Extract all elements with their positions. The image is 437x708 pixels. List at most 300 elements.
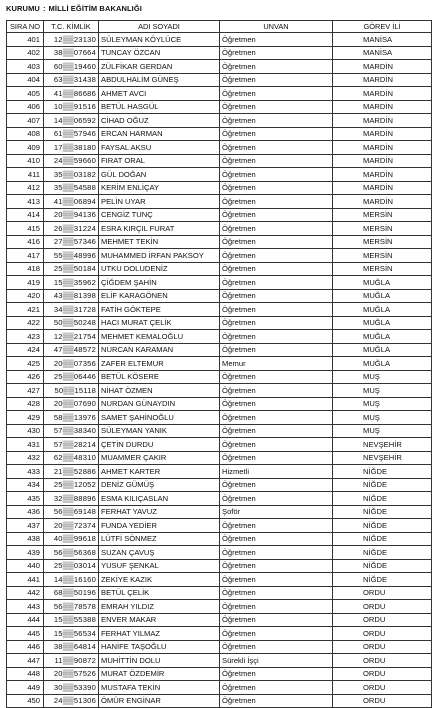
sira-no-cell: 445 [7, 627, 44, 641]
unvan-cell: Şoför [220, 505, 333, 519]
adi-soyadi-cell: ESMA KILIÇASLAN [99, 492, 220, 506]
sira-no-cell: 418 [7, 262, 44, 276]
sira-no-cell: 425 [7, 357, 44, 371]
unvan-cell: Öğretmen [220, 222, 333, 236]
gorev-ili-cell: ORDU [333, 600, 432, 614]
table-row [7, 100, 432, 114]
sira-no-cell: 408 [7, 127, 44, 141]
sira-no-cell: 427 [7, 384, 44, 398]
adi-soyadi-cell: HANİFE TAŞOĞLU [99, 640, 220, 654]
tc-kimlik-cell: 24▒▒51306 [44, 694, 99, 708]
adi-soyadi-cell: ABDULHALİM GÜNEŞ [99, 73, 220, 87]
tc-kimlik-cell: 60▒▒19460 [44, 60, 99, 74]
gorev-ili-cell: ORDU [333, 613, 432, 627]
adi-soyadi-cell: DENİZ GÜMÜŞ [99, 478, 220, 492]
sira-no-cell: 448 [7, 667, 44, 681]
adi-soyadi-cell: MUHAMMED İRFAN PAKSOY [99, 249, 220, 263]
tc-kimlik-cell: 12▒▒23130 [44, 33, 99, 47]
column-header-sira-no: SIRA NO [7, 21, 44, 33]
institution-heading [6, 4, 142, 13]
unvan-cell: Öğretmen [220, 478, 333, 492]
gorev-ili-cell: ORDU [333, 681, 432, 695]
unvan-cell: Öğretmen [220, 33, 333, 47]
gorev-ili-cell: MERSİN [333, 222, 432, 236]
adi-soyadi-cell: TUNCAY ÖZCAN [99, 46, 220, 60]
table-row [7, 640, 432, 654]
gorev-ili-cell: NİĞDE [333, 559, 432, 573]
tc-kimlik-cell: 30▒▒53390 [44, 681, 99, 695]
gorev-ili-cell: MANİSA [333, 33, 432, 47]
unvan-cell: Öğretmen [220, 492, 333, 506]
tc-kimlik-cell: 25▒▒12052 [44, 478, 99, 492]
unvan-cell: Öğretmen [220, 249, 333, 263]
tc-kimlik-cell: 25▒▒50184 [44, 262, 99, 276]
gorev-ili-cell: MARDİN [333, 154, 432, 168]
gorev-ili-cell: MUĞLA [333, 303, 432, 317]
sira-no-cell: 447 [7, 654, 44, 668]
adi-soyadi-cell: MUSTAFA TEKİN [99, 681, 220, 695]
gorev-ili-cell: MERSİN [333, 235, 432, 249]
table-row [7, 208, 432, 222]
table-row [7, 357, 432, 371]
unvan-cell: Öğretmen [220, 640, 333, 654]
adi-soyadi-cell: CİHAD OĞUZ [99, 114, 220, 128]
gorev-ili-cell: NEVŞEHİR [333, 438, 432, 452]
adi-soyadi-cell: FUNDA YEDİER [99, 519, 220, 533]
tc-kimlik-cell: 43▒▒81398 [44, 289, 99, 303]
tc-kimlik-cell: 38▒▒07664 [44, 46, 99, 60]
table-row [7, 505, 432, 519]
table-row [7, 559, 432, 573]
gorev-ili-cell: MUŞ [333, 411, 432, 425]
tc-kimlik-cell: 35▒▒03182 [44, 168, 99, 182]
column-header-adi-soyadi: ADI SOYADI [99, 21, 220, 33]
table-row [7, 87, 432, 101]
unvan-cell: Öğretmen [220, 114, 333, 128]
table-row [7, 249, 432, 263]
sira-no-cell: 437 [7, 519, 44, 533]
table-row [7, 573, 432, 587]
sira-no-cell: 441 [7, 573, 44, 587]
table-row [7, 289, 432, 303]
tc-kimlik-cell: 47▒▒48572 [44, 343, 99, 357]
sira-no-cell: 446 [7, 640, 44, 654]
unvan-cell: Öğretmen [220, 559, 333, 573]
adi-soyadi-cell: BETÜL ÇELİK [99, 586, 220, 600]
unvan-cell: Öğretmen [220, 87, 333, 101]
adi-soyadi-cell: KERİM ENLİÇAY [99, 181, 220, 195]
unvan-cell: Sürekli İşçi [220, 654, 333, 668]
unvan-cell: Öğretmen [220, 532, 333, 546]
adi-soyadi-cell: ZEKİYE KAZIK [99, 573, 220, 587]
tc-kimlik-cell: 50▒▒15118 [44, 384, 99, 398]
tc-kimlik-cell: 68▒▒50196 [44, 586, 99, 600]
unvan-cell: Öğretmen [220, 694, 333, 708]
table-row [7, 384, 432, 398]
table-body [7, 33, 432, 708]
unvan-cell: Öğretmen [220, 370, 333, 384]
table-row [7, 168, 432, 182]
sira-no-cell: 419 [7, 276, 44, 290]
sira-no-cell: 401 [7, 33, 44, 47]
gorev-ili-cell: MUŞ [333, 424, 432, 438]
adi-soyadi-cell: LÜTFİ SÖNMEZ [99, 532, 220, 546]
unvan-cell: Öğretmen [220, 438, 333, 452]
gorev-ili-cell: MARDİN [333, 60, 432, 74]
sira-no-cell: 432 [7, 451, 44, 465]
tc-kimlik-cell: 56▒▒78578 [44, 600, 99, 614]
sira-no-cell: 433 [7, 465, 44, 479]
gorev-ili-cell: NİĞDE [333, 573, 432, 587]
adi-soyadi-cell: MEHMET KEMALOĞLU [99, 330, 220, 344]
unvan-cell: Öğretmen [220, 451, 333, 465]
tc-kimlik-cell: 56▒▒56368 [44, 546, 99, 560]
adi-soyadi-cell: HACI MURAT ÇELİK [99, 316, 220, 330]
sira-no-cell: 412 [7, 181, 44, 195]
sira-no-cell: 403 [7, 60, 44, 74]
tc-kimlik-cell: 34▒▒31728 [44, 303, 99, 317]
sira-no-cell: 402 [7, 46, 44, 60]
table-row [7, 465, 432, 479]
unvan-cell: Öğretmen [220, 303, 333, 317]
table-row [7, 627, 432, 641]
gorev-ili-cell: MUŞ [333, 384, 432, 398]
sira-no-cell: 423 [7, 330, 44, 344]
unvan-cell: Öğretmen [220, 235, 333, 249]
gorev-ili-cell: NİĞDE [333, 492, 432, 506]
sira-no-cell: 421 [7, 303, 44, 317]
sira-no-cell: 443 [7, 600, 44, 614]
adi-soyadi-cell: SÜLEYMAN KÖYLÜCE [99, 33, 220, 47]
personnel-table [6, 20, 432, 708]
unvan-cell: Öğretmen [220, 46, 333, 60]
unvan-cell: Öğretmen [220, 208, 333, 222]
table-row [7, 316, 432, 330]
unvan-cell: Öğretmen [220, 586, 333, 600]
adi-soyadi-cell: ÖMÜR ENGİNAR [99, 694, 220, 708]
table-header-row [7, 21, 432, 33]
table-row [7, 330, 432, 344]
gorev-ili-cell: NİĞDE [333, 465, 432, 479]
tc-kimlik-cell: 63▒▒31438 [44, 73, 99, 87]
sira-no-cell: 440 [7, 559, 44, 573]
unvan-cell: Öğretmen [220, 60, 333, 74]
table-row [7, 370, 432, 384]
sira-no-cell: 439 [7, 546, 44, 560]
tc-kimlik-cell: 20▒▒07690 [44, 397, 99, 411]
unvan-cell: Öğretmen [220, 73, 333, 87]
unvan-cell: Öğretmen [220, 424, 333, 438]
table-row [7, 73, 432, 87]
gorev-ili-cell: MUŞ [333, 397, 432, 411]
unvan-cell: Öğretmen [220, 600, 333, 614]
sira-no-cell: 406 [7, 100, 44, 114]
sira-no-cell: 407 [7, 114, 44, 128]
sira-no-cell: 409 [7, 141, 44, 155]
table-header [7, 21, 432, 33]
tc-kimlik-cell: 41▒▒06894 [44, 195, 99, 209]
table-row [7, 181, 432, 195]
tc-kimlik-cell: 27▒▒57346 [44, 235, 99, 249]
sira-no-cell: 410 [7, 154, 44, 168]
table-row [7, 276, 432, 290]
sira-no-cell: 438 [7, 532, 44, 546]
sira-no-cell: 411 [7, 168, 44, 182]
unvan-cell: Öğretmen [220, 316, 333, 330]
table-row [7, 235, 432, 249]
adi-soyadi-cell: CENGİZ TUNÇ [99, 208, 220, 222]
tc-kimlik-cell: 40▒▒99618 [44, 532, 99, 546]
gorev-ili-cell: NİĞDE [333, 478, 432, 492]
gorev-ili-cell: MARDİN [333, 73, 432, 87]
adi-soyadi-cell: BETÜL KÖSERE [99, 370, 220, 384]
tc-kimlik-cell: 20▒▒57526 [44, 667, 99, 681]
sira-no-cell: 442 [7, 586, 44, 600]
gorev-ili-cell: NİĞDE [333, 519, 432, 533]
unvan-cell: Hizmetli [220, 465, 333, 479]
gorev-ili-cell: MARDİN [333, 114, 432, 128]
tc-kimlik-cell: 57▒▒28214 [44, 438, 99, 452]
column-header-gorev-ili: GÖREV İLİ [333, 21, 432, 33]
adi-soyadi-cell: NURCAN KARAMAN [99, 343, 220, 357]
gorev-ili-cell: MUĞLA [333, 289, 432, 303]
unvan-cell: Öğretmen [220, 397, 333, 411]
sira-no-cell: 416 [7, 235, 44, 249]
adi-soyadi-cell: SAMET ŞAHİNOĞLU [99, 411, 220, 425]
table-row [7, 546, 432, 560]
table-row [7, 438, 432, 452]
adi-soyadi-cell: AHMET AVCI [99, 87, 220, 101]
tc-kimlik-cell: 32▒▒88896 [44, 492, 99, 506]
adi-soyadi-cell: MEHMET TEKİN [99, 235, 220, 249]
tc-kimlik-cell: 21▒▒52886 [44, 465, 99, 479]
adi-soyadi-cell: NİHAT ÖZMEN [99, 384, 220, 398]
sira-no-cell: 430 [7, 424, 44, 438]
sira-no-cell: 444 [7, 613, 44, 627]
gorev-ili-cell: NİĞDE [333, 546, 432, 560]
unvan-cell: Öğretmen [220, 127, 333, 141]
table-row [7, 694, 432, 708]
adi-soyadi-cell: FERHAT YAVUZ [99, 505, 220, 519]
adi-soyadi-cell: EMRAH YILDIZ [99, 600, 220, 614]
unvan-cell: Memur [220, 357, 333, 371]
table-row [7, 451, 432, 465]
table-row [7, 586, 432, 600]
table-row [7, 424, 432, 438]
adi-soyadi-cell: BETÜL HASGÜL [99, 100, 220, 114]
table-row [7, 303, 432, 317]
table-row [7, 154, 432, 168]
tc-kimlik-cell: 11▒▒90872 [44, 654, 99, 668]
gorev-ili-cell: MARDİN [333, 100, 432, 114]
column-header-unvan: UNVAN [220, 21, 333, 33]
unvan-cell: Öğretmen [220, 168, 333, 182]
sira-no-cell: 450 [7, 694, 44, 708]
table-row [7, 397, 432, 411]
gorev-ili-cell: MUĞLA [333, 276, 432, 290]
tc-kimlik-cell: 50▒▒50248 [44, 316, 99, 330]
adi-soyadi-cell: FATİH GÖKTEPE [99, 303, 220, 317]
gorev-ili-cell: MARDİN [333, 87, 432, 101]
gorev-ili-cell: MUĞLA [333, 357, 432, 371]
tc-kimlik-cell: 15▒▒55388 [44, 613, 99, 627]
sira-no-cell: 415 [7, 222, 44, 236]
tc-kimlik-cell: 25▒▒03014 [44, 559, 99, 573]
table-row [7, 33, 432, 47]
gorev-ili-cell: NİĞDE [333, 532, 432, 546]
table-row [7, 46, 432, 60]
table-row [7, 114, 432, 128]
unvan-cell: Öğretmen [220, 343, 333, 357]
table-row [7, 492, 432, 506]
table-row [7, 262, 432, 276]
adi-soyadi-cell: MUHİTTİN DOLU [99, 654, 220, 668]
column-header-tc-kimlik: T.C. KİMLİK [44, 21, 99, 33]
gorev-ili-cell: ORDU [333, 654, 432, 668]
sira-no-cell: 449 [7, 681, 44, 695]
tc-kimlik-cell: 15▒▒35962 [44, 276, 99, 290]
sira-no-cell: 424 [7, 343, 44, 357]
adi-soyadi-cell: ENVER MAKAR [99, 613, 220, 627]
sira-no-cell: 417 [7, 249, 44, 263]
table-row [7, 411, 432, 425]
gorev-ili-cell: MUĞLA [333, 316, 432, 330]
adi-soyadi-cell: FIRAT ORAL [99, 154, 220, 168]
unvan-cell: Öğretmen [220, 384, 333, 398]
gorev-ili-cell: MUĞLA [333, 330, 432, 344]
sira-no-cell: 404 [7, 73, 44, 87]
adi-soyadi-cell: AHMET KARTER [99, 465, 220, 479]
institution-label: KURUMU [6, 4, 40, 13]
unvan-cell: Öğretmen [220, 154, 333, 168]
gorev-ili-cell: MARDİN [333, 195, 432, 209]
adi-soyadi-cell: SÜLEYMAN YANIK [99, 424, 220, 438]
tc-kimlik-cell: 15▒▒56534 [44, 627, 99, 641]
unvan-cell: Öğretmen [220, 195, 333, 209]
gorev-ili-cell: NEVŞEHİR [333, 451, 432, 465]
adi-soyadi-cell: PELİN UYAR [99, 195, 220, 209]
gorev-ili-cell: ORDU [333, 667, 432, 681]
adi-soyadi-cell: ERCAN HARMAN [99, 127, 220, 141]
gorev-ili-cell: MARDİN [333, 168, 432, 182]
adi-soyadi-cell: ZÜLFİKAR GERDAN [99, 60, 220, 74]
adi-soyadi-cell: GÜL DOĞAN [99, 168, 220, 182]
gorev-ili-cell: MUŞ [333, 370, 432, 384]
sira-no-cell: 420 [7, 289, 44, 303]
tc-kimlik-cell: 10▒▒91516 [44, 100, 99, 114]
sira-no-cell: 428 [7, 397, 44, 411]
tc-kimlik-cell: 20▒▒72374 [44, 519, 99, 533]
adi-soyadi-cell: ÇETİN DURDU [99, 438, 220, 452]
gorev-ili-cell: ORDU [333, 640, 432, 654]
gorev-ili-cell: MANİSA [333, 46, 432, 60]
adi-soyadi-cell: NURDAN GÜNAYDIN [99, 397, 220, 411]
tc-kimlik-cell: 12▒▒21754 [44, 330, 99, 344]
tc-kimlik-cell: 14▒▒06592 [44, 114, 99, 128]
table-row [7, 532, 432, 546]
table-row [7, 141, 432, 155]
sira-no-cell: 429 [7, 411, 44, 425]
adi-soyadi-cell: ZAFER ELTEMUR [99, 357, 220, 371]
adi-soyadi-cell: FERHAT YILMAZ [99, 627, 220, 641]
tc-kimlik-cell: 35▒▒54588 [44, 181, 99, 195]
unvan-cell: Öğretmen [220, 100, 333, 114]
table-row [7, 681, 432, 695]
table-row [7, 654, 432, 668]
sira-no-cell: 422 [7, 316, 44, 330]
adi-soyadi-cell: UTKU DOLUDENİZ [99, 262, 220, 276]
unvan-cell: Öğretmen [220, 411, 333, 425]
adi-soyadi-cell: FAYSAL AKSU [99, 141, 220, 155]
unvan-cell: Öğretmen [220, 262, 333, 276]
gorev-ili-cell: MARDİN [333, 141, 432, 155]
tc-kimlik-cell: 56▒▒69148 [44, 505, 99, 519]
table-row [7, 222, 432, 236]
tc-kimlik-cell: 26▒▒31224 [44, 222, 99, 236]
tc-kimlik-cell: 38▒▒64814 [44, 640, 99, 654]
gorev-ili-cell: ORDU [333, 586, 432, 600]
unvan-cell: Öğretmen [220, 681, 333, 695]
tc-kimlik-cell: 24▒▒59660 [44, 154, 99, 168]
tc-kimlik-cell: 58▒▒13976 [44, 411, 99, 425]
table-row [7, 600, 432, 614]
tc-kimlik-cell: 17▒▒38180 [44, 141, 99, 155]
gorev-ili-cell: NİĞDE [333, 505, 432, 519]
sira-no-cell: 414 [7, 208, 44, 222]
table-row [7, 60, 432, 74]
table-row [7, 127, 432, 141]
adi-soyadi-cell: YUSUF ŞENKAL [99, 559, 220, 573]
tc-kimlik-cell: 41▒▒86686 [44, 87, 99, 101]
table-row [7, 195, 432, 209]
unvan-cell: Öğretmen [220, 627, 333, 641]
unvan-cell: Öğretmen [220, 546, 333, 560]
institution-name: MİLLİ EĞİTİM BAKANLIĞI [48, 4, 142, 13]
adi-soyadi-cell: ÇİĞDEM ŞAHİN [99, 276, 220, 290]
table-row [7, 613, 432, 627]
tc-kimlik-cell: 20▒▒94136 [44, 208, 99, 222]
adi-soyadi-cell: MURAT ÖZDEMİR [99, 667, 220, 681]
unvan-cell: Öğretmen [220, 289, 333, 303]
unvan-cell: Öğretmen [220, 181, 333, 195]
gorev-ili-cell: MARDİN [333, 181, 432, 195]
tc-kimlik-cell: 57▒▒38340 [44, 424, 99, 438]
sira-no-cell: 413 [7, 195, 44, 209]
adi-soyadi-cell: MUAMMER ÇAKIR [99, 451, 220, 465]
tc-kimlik-cell: 61▒▒57946 [44, 127, 99, 141]
tc-kimlik-cell: 55▒▒48996 [44, 249, 99, 263]
table-row [7, 343, 432, 357]
unvan-cell: Öğretmen [220, 519, 333, 533]
unvan-cell: Öğretmen [220, 276, 333, 290]
table-row [7, 519, 432, 533]
sira-no-cell: 405 [7, 87, 44, 101]
gorev-ili-cell: MERSİN [333, 249, 432, 263]
unvan-cell: Öğretmen [220, 667, 333, 681]
gorev-ili-cell: MERSİN [333, 208, 432, 222]
table-row [7, 667, 432, 681]
adi-soyadi-cell: ESRA KIRÇIL FURAT [99, 222, 220, 236]
sira-no-cell: 436 [7, 505, 44, 519]
institution-separator: : [42, 4, 46, 13]
sira-no-cell: 435 [7, 492, 44, 506]
unvan-cell: Öğretmen [220, 330, 333, 344]
gorev-ili-cell: ORDU [333, 627, 432, 641]
tc-kimlik-cell: 25▒▒06446 [44, 370, 99, 384]
sira-no-cell: 431 [7, 438, 44, 452]
gorev-ili-cell: MUĞLA [333, 343, 432, 357]
unvan-cell: Öğretmen [220, 141, 333, 155]
